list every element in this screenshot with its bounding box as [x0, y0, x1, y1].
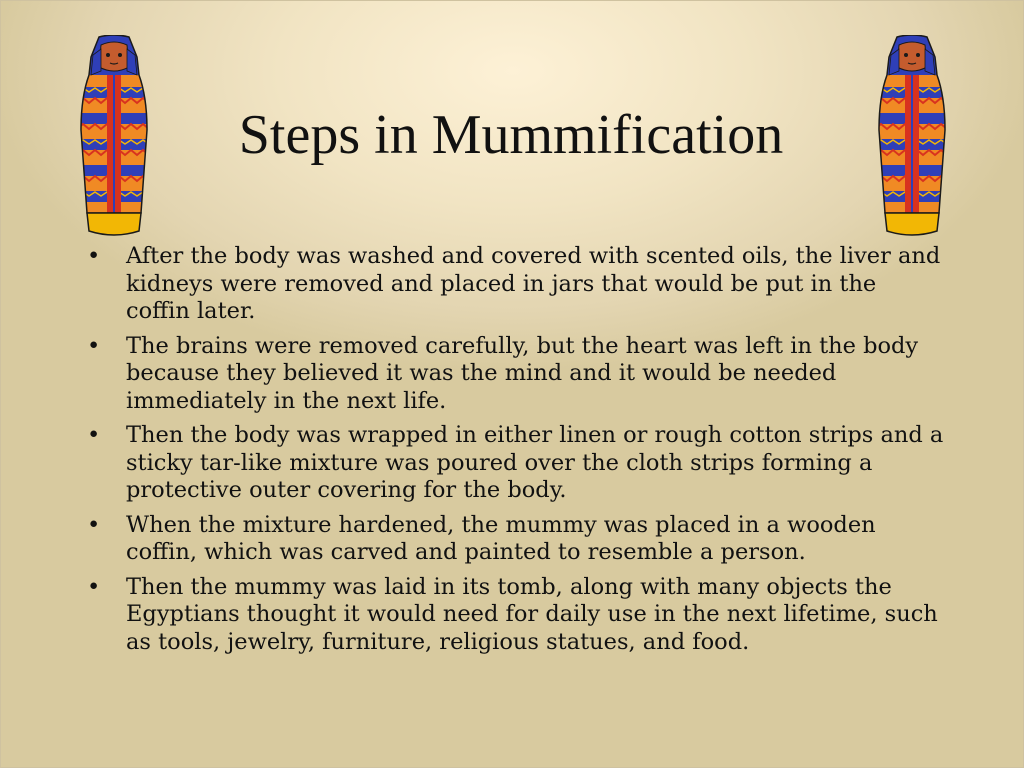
bullet-item: [87, 243, 947, 326]
bullet-item: [87, 333, 947, 416]
bullet-glyph: •: [87, 332, 101, 359]
bullet-text: Then the body was wrapped in either linen or rough cotton strips and a sticky tar-like mixture was poured over the cloth strips forming a protective outer covering for the body.: [126, 422, 944, 503]
bullet-glyph: •: [87, 573, 101, 600]
bullet-glyph: •: [87, 511, 101, 538]
bullet-item: [87, 512, 947, 567]
bullet-glyph: •: [87, 243, 101, 269]
bullet-text: Then the mummy was laid in its tomb, along with many objects the Egyptians thought it would need for daily use in the next lifetime, such as tools, jewelry, furniture, religious statues, and food.: [126, 573, 938, 655]
bullet-list: [87, 243, 947, 663]
bullet-text: When the mixture hardened, the mummy was placed in a wooden coffin, which was carved and painted to resemble a person.: [126, 511, 876, 565]
bullet-item: [87, 422, 947, 505]
bullet-glyph: •: [87, 422, 101, 448]
bullet-text: The brains were removed carefully, but the heart was left in the body because they believed it was the mind and it would be needed immediately in the next life.: [126, 332, 919, 414]
bullet-item: [87, 574, 947, 657]
sarcophagus-icon: [77, 35, 151, 241]
bullet-text: After the body was washed and covered with scented oils, the liver and kidneys were removed and placed in jars that would be put in the coffin later.: [126, 243, 941, 324]
slide-title: Steps in Mummification: [238, 104, 784, 166]
sarcophagus-icon: [875, 35, 949, 241]
